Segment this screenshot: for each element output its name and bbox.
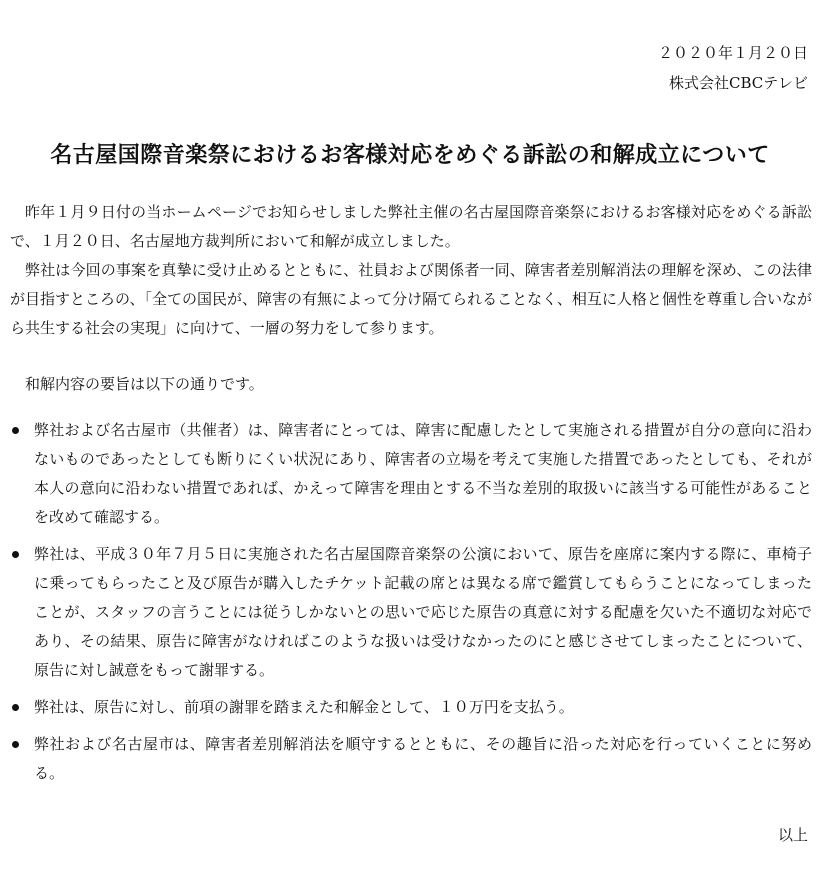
settlement-items-list: [10, 416, 812, 796]
page-title: 名古屋国際音楽祭におけるお客様対応をめぐる訴訟の和解成立について: [50, 143, 770, 168]
header-block: [658, 38, 808, 98]
bullet-icon: [12, 551, 19, 558]
summary-intro: 和解内容の要旨は以下の通りです。: [25, 375, 264, 393]
bullet-icon: [12, 741, 19, 748]
list-item: [10, 730, 812, 788]
list-item: [10, 693, 812, 722]
list-item-text: 弊社および名古屋市（共催者）は、障害者にとっては、障害に配慮したとして実施される措置が自分の意向に沿わないものであったとしても断りにくい状況にあり、障害者の立場を考えて実施した措置であったとしても、それが本人の意向に沿わない措置であれば、かえって障害を理由とする不当な差別的取扱いに該当する可能性があることを改めて確認する。: [34, 421, 812, 526]
list-item: [10, 540, 812, 685]
release-date: ２０２０年１月２０日: [657, 44, 808, 62]
body-paragraph-1: 昨年１月９日付の当ホームページでお知らせしました弊社主催の名古屋国際音楽祭におけるお客様対応をめぐる訴訟で、１月２０日、名古屋地方裁判所において和解が成立しました。: [10, 203, 812, 250]
list-item-text: 弊社は、平成３０年７月５日に実施された名古屋国際音楽祭の公演において、原告を座席に案内する際に、車椅子に乗ってもらったこと及び原告が購入したチケット記載の席とは異なる席で鑑賞してもらうことになってしまったことが、スタッフの言うことには従うしかないとの思いで応じた原告の真意に対する配慮を欠いた不適切な対応であり、その結果、原告に障害がなければこのような扱いは受けなかったのにと感じさせてしまったことについて、原告に対し誠意をもって謝罪する。: [34, 545, 812, 679]
bullet-icon: [12, 427, 19, 434]
closing-text: 以上: [777, 826, 808, 844]
bullet-icon: [12, 704, 19, 711]
body-text: [10, 198, 812, 343]
company-name: 株式会社CBCテレビ: [669, 74, 808, 92]
list-item-text: 弊社は、原告に対し、前項の謝罪を踏まえた和解金として、１０万円を支払う。: [34, 698, 574, 716]
list-item-text: 弊社および名古屋市は、障害者差別解消法を順守するとともに、その趣旨に沿った対応を行っていくことに努める。: [34, 735, 812, 782]
body-paragraph-2: 弊社は今回の事案を真摯に受け止めるとともに、社員および関係者一同、障害者差別解消法の理解を深め、この法律が目指すところの、「全ての国民が、障害の有無によって分け隔てられることなく、相互に人格と個性を尊重し合いながら共生する社会の実現」に向けて、一層の努力をして参ります。: [10, 261, 812, 337]
list-item: [10, 416, 812, 532]
